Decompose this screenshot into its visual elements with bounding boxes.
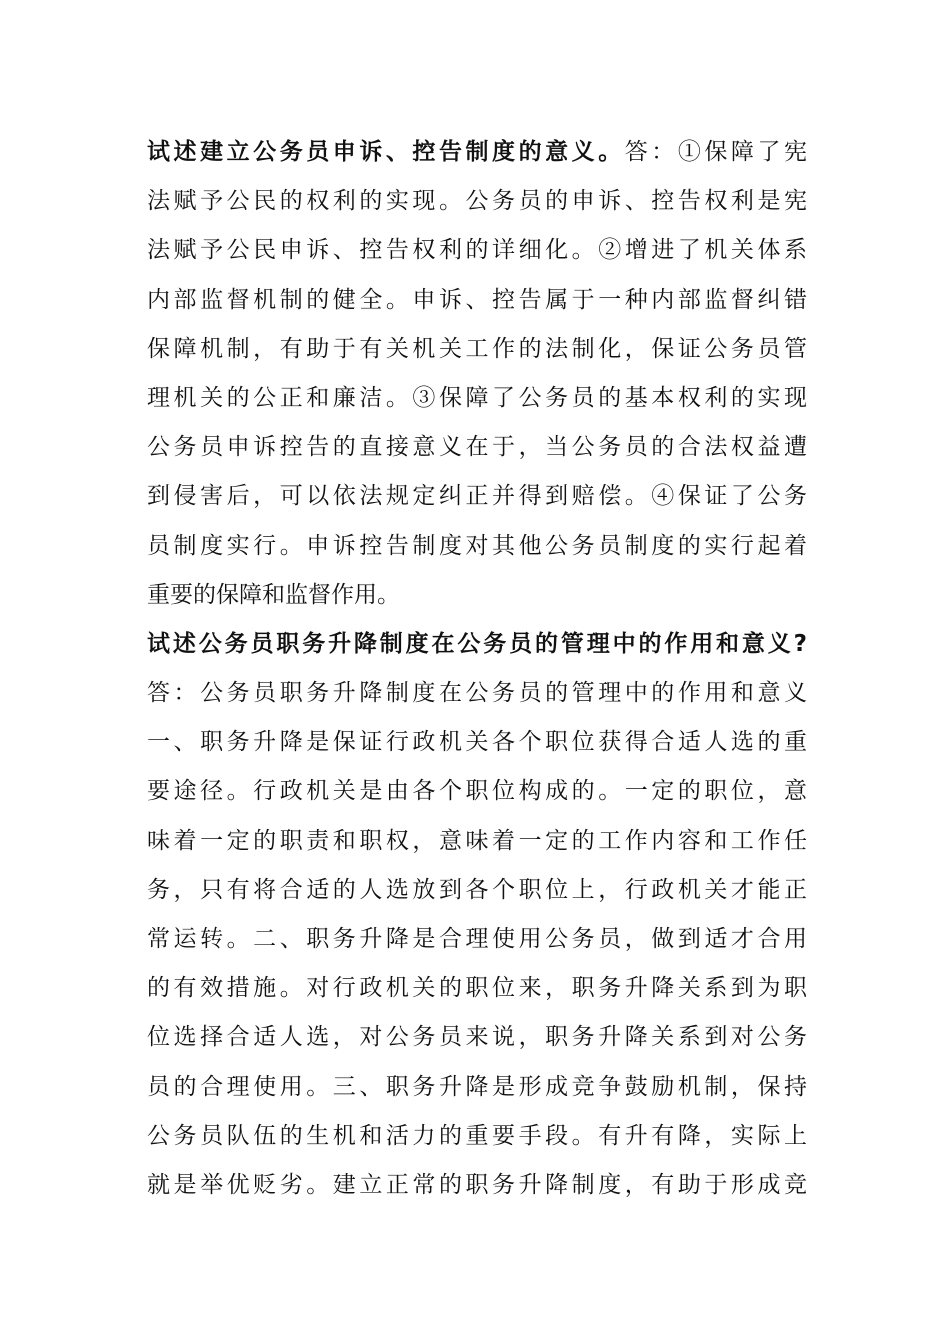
- paragraph-line: 要途径。行政机关是由各个职位构成的。一定的职位，意: [147, 778, 807, 805]
- paragraph-line: 保障机制，有助于有关机关工作的法制化，保证公务员管: [147, 335, 807, 362]
- paragraph-line: 务，只有将合适的人选放到各个职位上，行政机关才能正: [147, 876, 807, 903]
- paragraph-line: 法赋予公民申诉、控告权利的详细化。②增进了机关体系: [147, 237, 807, 264]
- paragraph-line: 内部监督机制的健全。申诉、控告属于一种内部监督纠错: [147, 286, 807, 313]
- paragraph-line: 法赋予公民的权利的实现。公务员的申诉、控告权利是宪: [147, 188, 807, 215]
- paragraph-line: 味着一定的职责和职权，意味着一定的工作内容和工作任: [147, 827, 807, 854]
- paragraph-line: 到侵害后，可以依法规定纠正并得到赔偿。④保证了公务: [147, 483, 807, 510]
- section-heading: 试述建立公务员申诉、控告制度的意义。: [147, 139, 625, 165]
- paragraph-text: 答：①保障了宪: [624, 139, 807, 165]
- paragraph-line: 就是举优贬劣。建立正常的职务升降制度，有助于形成竞: [147, 1171, 807, 1198]
- paragraph-line: [147, 128, 807, 177]
- paragraph-line: 重要的保障和监督作用。: [147, 581, 400, 608]
- document-page: [147, 128, 807, 1210]
- paragraph-line: 常运转。二、职务升降是合理使用公务员，做到适才合用: [147, 926, 807, 952]
- paragraph-line: 位选择合适人选，对公务员来说，职务升降关系到对公务: [147, 1024, 807, 1051]
- section-heading: 试述公务员职务升降制度在公务员的管理中的作用和意义?: [147, 630, 807, 657]
- paragraph-line: 的有效措施。对行政机关的职位来，职务升降关系到为职: [147, 975, 807, 1002]
- paragraph-line: 理机关的公正和廉洁。③保障了公务员的基本权利的实现: [147, 384, 807, 411]
- paragraph-line: 员制度实行。申诉控告制度对其他公务员制度的实行起着: [147, 532, 807, 559]
- paragraph-line: 公务员申诉控告的直接意义在于，当公务员的合法权益遭: [147, 434, 807, 461]
- paragraph-line: 公务员队伍的生机和活力的重要手段。有升有降，实际上: [147, 1122, 807, 1149]
- paragraph-line: 答：公务员职务升降制度在公务员的管理中的作用和意义: [147, 680, 807, 707]
- paragraph-line: 员的合理使用。三、职务升降是形成竞争鼓励机制，保持: [147, 1073, 807, 1100]
- paragraph-line: 一、职务升降是保证行政机关各个职位获得合适人选的重: [147, 729, 807, 756]
